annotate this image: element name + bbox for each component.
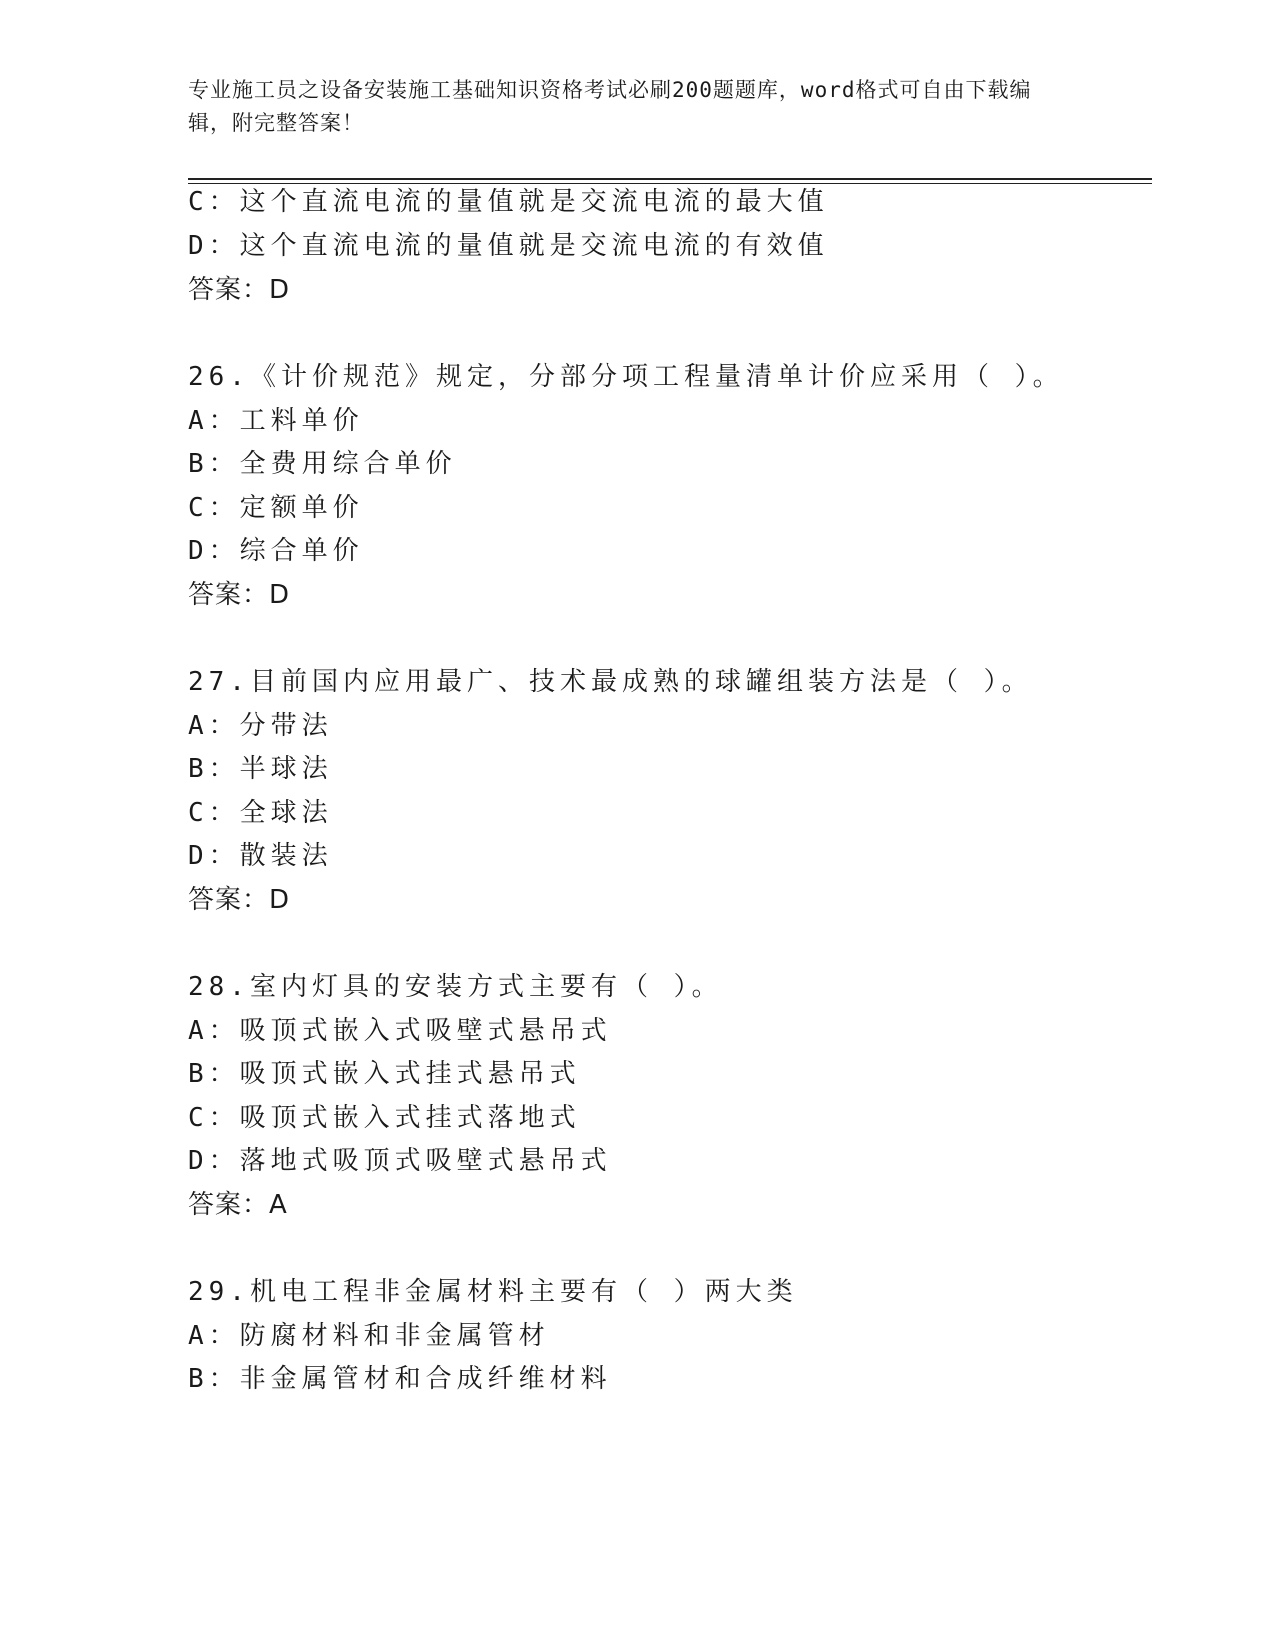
option-b-q28: B：吸顶式嵌入式挂式悬吊式 bbox=[188, 1059, 581, 1089]
question-28: 28.室内灯具的安装方式主要有（ ）。 bbox=[188, 972, 723, 1002]
option-a-q27: A：分带法 bbox=[188, 711, 333, 741]
option-b-q26: B：全费用综合单价 bbox=[188, 449, 457, 479]
option-a-q26: A：工料单价 bbox=[188, 406, 364, 436]
option-a-q28: A：吸顶式嵌入式吸壁式悬吊式 bbox=[188, 1016, 612, 1046]
question-27: 27.目前国内应用最广、技术最成熟的球罐组装方法是（ ）。 bbox=[188, 667, 1033, 697]
option-c-q28: C：吸顶式嵌入式挂式落地式 bbox=[188, 1103, 581, 1133]
document-header: 专业施工员之设备安装施工基础知识资格考试必刷200题题库，word格式可自由下载编辑，附完整答案！ bbox=[188, 78, 1032, 135]
option-b-q27: B：半球法 bbox=[188, 754, 333, 784]
answer-q25: 答案：D bbox=[188, 275, 291, 305]
question-29: 29.机电工程非金属材料主要有（ ）两大类 bbox=[188, 1277, 798, 1307]
header-divider-thick bbox=[188, 178, 1152, 180]
option-d-q28: D：落地式吸顶式吸壁式悬吊式 bbox=[188, 1146, 612, 1176]
option-c-q25: C：这个直流电流的量值就是交流电流的最大值 bbox=[188, 187, 829, 217]
option-d-q27: D：散装法 bbox=[188, 841, 333, 871]
option-c-q26: C：定额单价 bbox=[188, 493, 364, 523]
header-divider-thin bbox=[188, 183, 1152, 184]
option-d-q26: D：综合单价 bbox=[188, 536, 364, 566]
answer-q27: 答案：D bbox=[188, 885, 291, 915]
option-b-q29: B：非金属管材和合成纤维材料 bbox=[188, 1364, 612, 1394]
option-a-q29: A：防腐材料和非金属管材 bbox=[188, 1321, 550, 1351]
answer-q28: 答案：A bbox=[188, 1190, 288, 1220]
question-26: 26.《计价规范》规定，分部分项工程量清单计价应采用（ ）。 bbox=[188, 362, 1064, 392]
answer-q26: 答案：D bbox=[188, 580, 291, 610]
option-d-q25: D：这个直流电流的量值就是交流电流的有效值 bbox=[188, 231, 829, 261]
option-c-q27: C：全球法 bbox=[188, 798, 333, 828]
